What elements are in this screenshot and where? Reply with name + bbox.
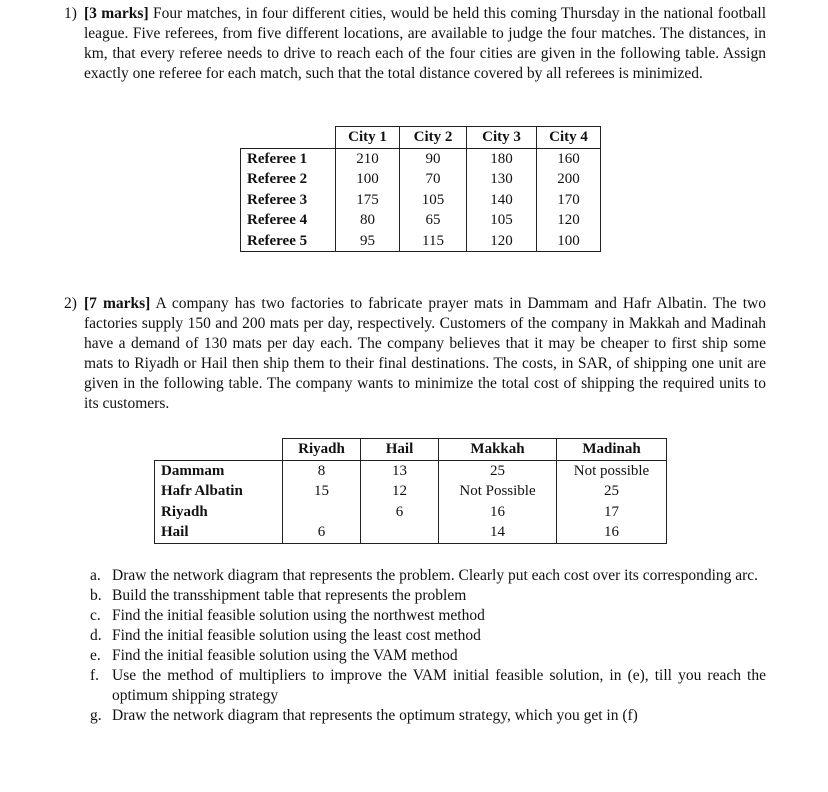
- table-cell: 90: [400, 148, 467, 169]
- table-cell: 210: [336, 148, 400, 169]
- table-row: [155, 522, 667, 543]
- table-cell: 105: [467, 210, 537, 231]
- table-cell: 25: [557, 481, 667, 502]
- table-row: [155, 481, 667, 502]
- table-corner: [155, 439, 283, 461]
- table-cell: [283, 502, 361, 523]
- table-row: [155, 460, 667, 481]
- question-2-number: 2): [64, 295, 77, 312]
- table-cell: 95: [336, 231, 400, 252]
- table-cell: 8: [283, 460, 361, 481]
- table-cell: 65: [400, 210, 467, 231]
- table-cell: 115: [400, 231, 467, 252]
- table-cell: Not possible: [557, 460, 667, 481]
- table-cell: 6: [283, 522, 361, 543]
- column-header: City 4: [537, 127, 601, 149]
- table-cell: 14: [439, 522, 557, 543]
- table-cell: 170: [537, 190, 601, 211]
- list-item: [90, 706, 766, 726]
- question-2-parts-list: [90, 566, 766, 726]
- column-header: Riyadh: [283, 439, 361, 461]
- question-1-marks: [3 marks]: [84, 5, 149, 22]
- part-label: g.: [90, 707, 102, 724]
- table-cell: 15: [283, 481, 361, 502]
- table-cell: 13: [361, 460, 439, 481]
- table-cell: Not Possible: [439, 481, 557, 502]
- question-1-text: [64, 4, 766, 84]
- table-cell: 80: [336, 210, 400, 231]
- table-cell: 180: [467, 148, 537, 169]
- row-header: Referee 5: [241, 231, 336, 252]
- table-row: [241, 231, 601, 252]
- table-cell: 160: [537, 148, 601, 169]
- question-2: [64, 294, 766, 414]
- table-cell: 16: [557, 522, 667, 543]
- table-cell: 140: [467, 190, 537, 211]
- part-text: Build the transshipment table that represents the problem: [112, 587, 467, 604]
- list-item: [90, 566, 766, 586]
- shipping-cost-table: [154, 438, 667, 544]
- list-item: [90, 646, 766, 666]
- list-item: [90, 606, 766, 626]
- part-text: Find the initial feasible solution using the VAM method: [112, 647, 458, 664]
- column-header: City 2: [400, 127, 467, 149]
- referee-distance-table: [240, 126, 601, 252]
- question-2-text: [64, 294, 766, 414]
- table-cell: 16: [439, 502, 557, 523]
- part-label: f.: [90, 667, 100, 684]
- row-header: Referee 4: [241, 210, 336, 231]
- table-row: [241, 169, 601, 190]
- table-cell: 120: [467, 231, 537, 252]
- part-label: e.: [90, 647, 101, 664]
- table-cell: 70: [400, 169, 467, 190]
- part-text: Find the initial feasible solution using the northwest method: [112, 607, 485, 624]
- table-corner: [241, 127, 336, 149]
- table-cell: 25: [439, 460, 557, 481]
- table-cell: 130: [467, 169, 537, 190]
- table-cell: 100: [537, 231, 601, 252]
- list-item: [90, 666, 766, 706]
- table-row: [155, 502, 667, 523]
- row-header: Hafr Albatin: [155, 481, 283, 502]
- table-header-row: [155, 439, 667, 461]
- part-label: b.: [90, 587, 102, 604]
- question-1: [64, 4, 766, 84]
- table-cell: 100: [336, 169, 400, 190]
- table-cell: 17: [557, 502, 667, 523]
- column-header: Madinah: [557, 439, 667, 461]
- table-row: [241, 210, 601, 231]
- column-header: City 3: [467, 127, 537, 149]
- row-header: Hail: [155, 522, 283, 543]
- table-cell: 175: [336, 190, 400, 211]
- row-header: Dammam: [155, 460, 283, 481]
- row-header: Referee 1: [241, 148, 336, 169]
- part-text: Draw the network diagram that represents the problem. Clearly put each cost over its corresponding arc.: [112, 567, 759, 584]
- row-header: Referee 3: [241, 190, 336, 211]
- column-header: Makkah: [439, 439, 557, 461]
- table-header-row: [241, 127, 601, 149]
- part-text: Find the initial feasible solution using the least cost method: [112, 627, 481, 644]
- column-header: City 1: [336, 127, 400, 149]
- table-row: [241, 190, 601, 211]
- question-1-number: 1): [64, 5, 77, 22]
- question-2-marks: [7 marks]: [84, 295, 151, 312]
- part-text: Draw the network diagram that represents the optimum strategy, which you get in (f): [112, 707, 638, 724]
- part-text: Use the method of multipliers to improve the VAM initial feasible solution, in (e), till you reach the optimum shipping strategy: [112, 667, 766, 704]
- part-label: a.: [90, 567, 101, 584]
- table-cell: 12: [361, 481, 439, 502]
- question-1-body: Four matches, in four different cities, would be held this coming Thursday in the national football league. Five referees, from five different locations, are available to judge the four matches. The distances, in km, that every referee needs to drive to reach each of the four cities are given in the following table. Assign exactly one referee for each match, such that the total distance covered by all referees is minimized.: [84, 5, 767, 82]
- row-header: Referee 2: [241, 169, 336, 190]
- list-item: [90, 586, 766, 606]
- table-cell: 105: [400, 190, 467, 211]
- column-header: Hail: [361, 439, 439, 461]
- table-cell: 120: [537, 210, 601, 231]
- part-label: c.: [90, 607, 101, 624]
- part-label: d.: [90, 627, 102, 644]
- table-cell: 200: [537, 169, 601, 190]
- table-cell: [361, 522, 439, 543]
- row-header: Riyadh: [155, 502, 283, 523]
- table-cell: 6: [361, 502, 439, 523]
- list-item: [90, 626, 766, 646]
- table-row: [241, 148, 601, 169]
- question-2-body: A company has two factories to fabricate prayer mats in Dammam and Hafr Albatin. The two factories supply 150 and 200 mats per day, respectively. Customers of the company in Makkah and Madinah have a demand of 130 mats per day each. The company believes that it may be cheaper to first ship some mats to Riyadh or Hail then ship them to their final destinations. The costs, in SAR, of shipping one unit are given in the following table. The company wants to minimize the total cost of shipping the required units to its customers.: [84, 295, 766, 412]
